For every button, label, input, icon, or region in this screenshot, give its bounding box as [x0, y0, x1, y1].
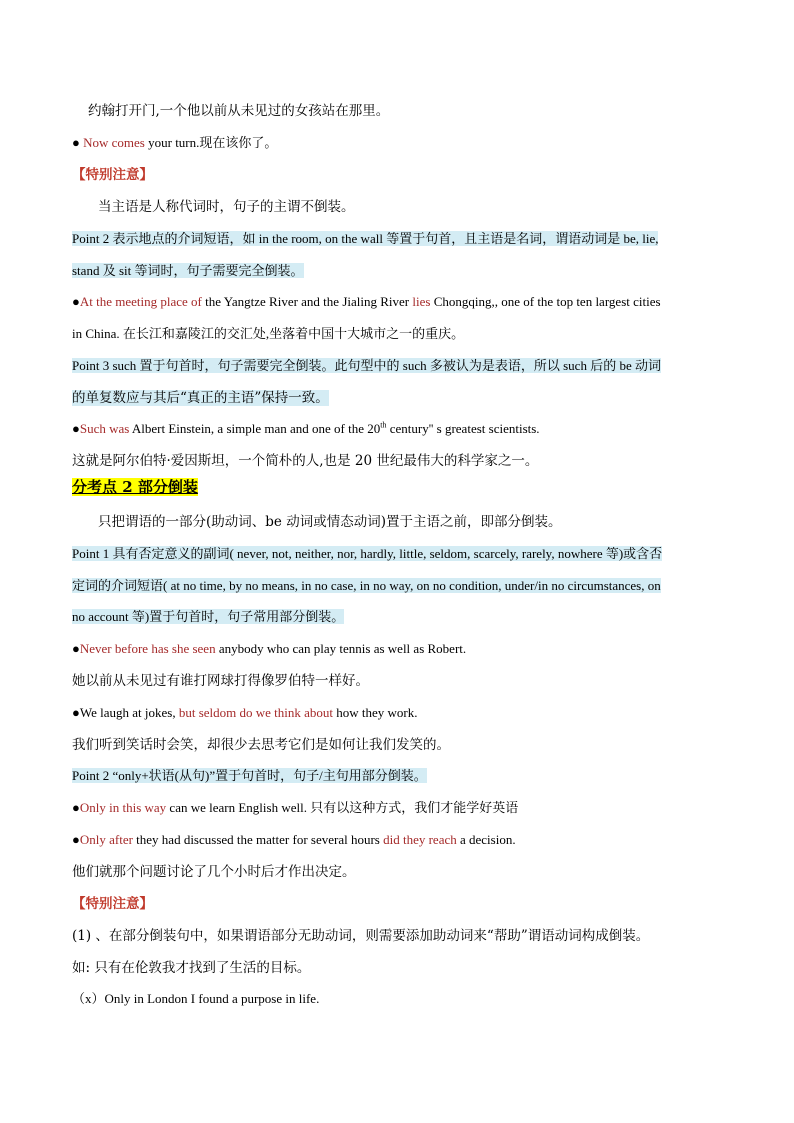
example-chongqing: ●At the meeting place of the Yangtze River and the Jialing River lies Chongqing,, one of the top ten largest cities: [72, 294, 661, 309]
example-jokes-translation: 我们听到笑话时会笑，却很少去思考它们是如何让我们发笑的。: [72, 737, 450, 753]
point3-line2: 的单复数应与其后“真正的主语”保持一致。: [72, 390, 329, 406]
example-this-way: ●Only in this way can we learn English well. 只有以这种方式，我们才能学好英语: [72, 800, 519, 815]
note-example-wrong: （x）Only in London I found a purpose in life.: [72, 991, 320, 1006]
example-now-comes: ● Now comes your turn.现在该你了。: [72, 135, 278, 150]
example-jokes: ●We laugh at jokes, but seldom do we think about how they work.: [72, 705, 418, 720]
pronoun-rule: 当主语是人称代词时，句子的主谓不倒装。: [98, 199, 355, 215]
partial-inversion-definition: 只把谓语的一部分(助动词、be 动词或情态动词)置于主语之前，即部分倒装。: [98, 514, 562, 530]
point1-line1: Point 1 具有否定意义的副词( never, not, neither, nor, hardly, little, seldom, scarcely, rarely, nowhere 等)或含否: [72, 546, 663, 561]
example-einstein-translation: 这就是阿尔伯特·爱因斯坦，一个简朴的人,也是 20 世纪最伟大的科学家之一。: [72, 453, 539, 469]
example-only-after: ●Only after they had discussed the matter for several hours did they reach a decision.: [72, 832, 516, 847]
special-note-heading: 【特别注意】: [72, 167, 153, 183]
example-only-after-translation: 他们就那个问题讨论了几个小时后才作出决定。: [72, 864, 356, 880]
example-never-before-translation: 她以前从未见过有谁打网球打得像罗伯特一样好。: [72, 673, 369, 689]
note-auxiliary: (1) 、在部分倒装句中，如果谓语部分无助动词，则需要添加助动词来“帮助”谓语动词构成倒装。: [72, 928, 650, 944]
section-heading: 分考点 2 部分倒装: [72, 478, 198, 496]
point2-line1: Point 2 表示地点的介词短语，如 in the room, on the wall 等置于句首，且主语是名词，谓语动词是 be, lie,: [72, 231, 659, 246]
example-chongqing-translation: in China. 在长江和嘉陵江的交汇处,坐落着中国十大城市之一的重庆。: [72, 326, 465, 341]
point1-line3: no account 等)置于句首时，句子常用部分倒装。: [72, 609, 345, 624]
example-translation: 约翰打开门,一个他以前从未见过的女孩站在那里。: [88, 103, 390, 119]
point2-only: Point 2 “only+状语(从句)”置于句首时，句子/主句用部分倒装。: [72, 768, 427, 783]
point2-line2: stand 及 sit 等词时，句子需要完全倒装。: [72, 263, 304, 278]
example-never-before: ●Never before has she seen anybody who can play tennis as well as Robert.: [72, 641, 467, 656]
special-note-heading-2: 【特别注意】: [72, 896, 153, 912]
point3-line1: Point 3 such 置于句首时，句子需要完全倒装。此句型中的 such 多被认为是表语，所以 such 后的 be 动词: [72, 358, 661, 373]
note-example-zh: 如: 只有在伦敦我才找到了生活的目标。: [72, 960, 311, 976]
example-einstein: ●Such was Albert Einstein, a simple man and one of the 20th century'' s greatest scientists.: [72, 420, 540, 436]
point1-line2: 定词的介词短语( at no time, by no means, in no case, in no way, on no condition, under/in no circumstances, on: [72, 578, 661, 593]
